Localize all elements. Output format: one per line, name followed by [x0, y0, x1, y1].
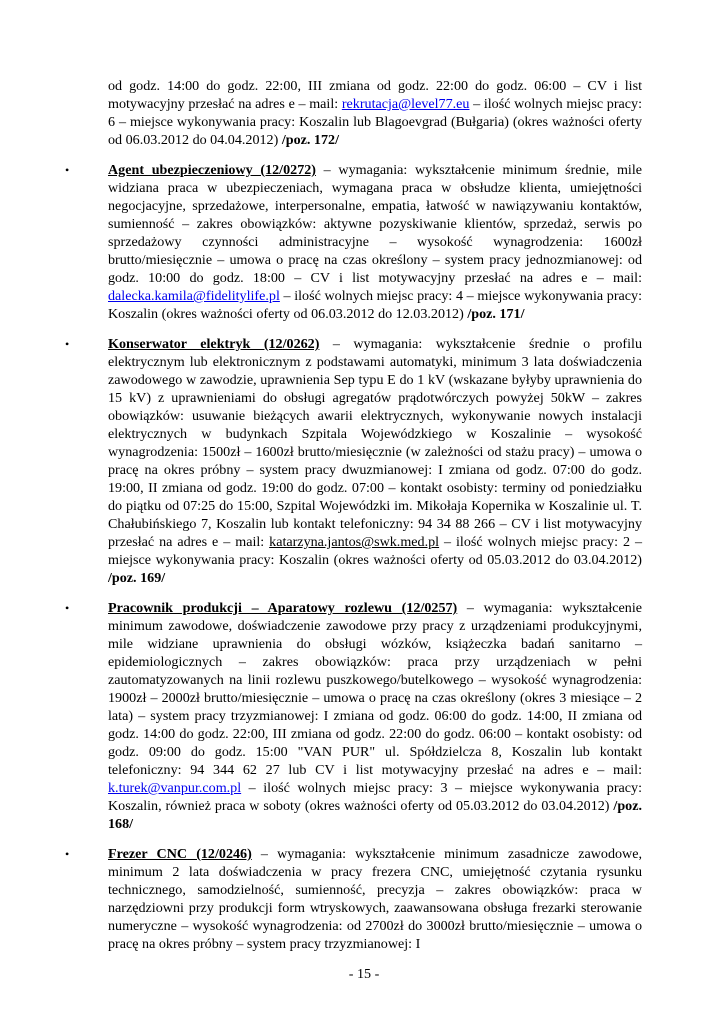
job-position-ref: /poz. 168/	[108, 798, 642, 832]
bullet-icon: •	[65, 847, 70, 861]
job-description: – wymagania: wykształcenie minimum średnie, mile widziana praca w ubezpieczeniach, wymagana praca w obsłudze klienta, umiejętności negocjacyjne, sprzedażowe, interpersonalne, empatia, łatwość w nawiązywaniu kontaktów, sumienność – zakres obowiązków: aktywne pozyskiwanie klientów, sprzedaż, serwis po sprzedażowy czynności administracyjne – wysokość wynagrodzenia: 1600zł brutto/miesięcznie – umowa o pracę na czas określony – system pracy jednozmianowej: od godz. 10:00 do godz. 18:00 – CV i list motywacyjny przesłać na adres e – mail:	[108, 162, 642, 286]
job-email-link[interactable]: dalecka.kamila@fidelitylife.pl	[108, 288, 280, 304]
job-offer-text	[108, 845, 642, 953]
job-description: – wymagania: wykształcenie minimum zawodowe, doświadczenie zawodowe przy pracy z urządzeniami produkcyjnymi, mile widziane uprawnienia do obsługi wózków, książeczka badań sanitarno – epidemiologicznych – zakres obowiązków: praca przy urządzeniach w pełni zautomatyzowanych na linii rozlewu puszkowego/butelkowego – wysokość wynagrodzenia: 1900zł – 2000zł brutto/miesięcznie – umowa o pracę na czas określony (okres 3 miesiące – 2 lata) – system pracy trzyzmianowej: I zmiana od godz. 06:00 do godz. 14:00, II zmiana od godz. 14:00 do godz. 22:00, III zmiana od godz. 22:00 do godz. 06:00 – kontakt osobisty: od godz. 09:00 do godz. 15:00 "VAN PUR" ul. Spółdzielcza 8, Koszalin lub kontakt telefoniczny: 94 344 62 27 lub CV i list motywacyjny przesłać na adres e – mail:	[108, 600, 642, 778]
document-body	[65, 77, 642, 953]
job-details: – ilość wolnych miejsc pracy: 3 – miejsce wykonywania pracy: Koszalin, również praca w soboty (okres ważności oferty od 05.03.2012 do 03.04.2012)	[108, 780, 642, 814]
bullet-icon: •	[65, 601, 70, 615]
job-details: – ilość wolnych miejsc pracy: 4 – miejsce wykonywania pracy: Koszalin (okres ważności oferty od 06.03.2012 do 12.03.2012)	[108, 288, 642, 322]
intro-paragraph	[108, 77, 642, 149]
job-title: Frezer CNC (12/0246)	[108, 846, 252, 862]
job-offer-text	[108, 161, 642, 323]
job-offer-electrician	[65, 335, 642, 587]
intro-email-link[interactable]: rekrutacja@level77.eu	[341, 96, 470, 112]
bullet-icon: •	[65, 163, 70, 177]
intro-position-ref: /poz. 172/	[281, 132, 339, 148]
job-title: Pracownik produkcji – Aparatowy rozlewu (12/0257)	[108, 600, 458, 616]
job-position-ref: /poz. 171/	[467, 306, 525, 322]
job-title: Konserwator elektryk (12/0262)	[108, 336, 320, 352]
intro-text-1: od godz. 14:00 do godz. 22:00, III zmiana od godz. 22:00 do godz. 06:00 – CV i list motywacyjny przesłać na adres e – mail:	[108, 78, 642, 112]
job-offer-text	[108, 599, 642, 833]
bullet-icon: •	[65, 337, 70, 351]
job-offer-text	[108, 335, 642, 587]
job-description: – wymagania: wykształcenie średnie o profilu elektrycznym lub elektronicznym z podstawami automatyki, minimum 3 lata doświadczenia zawodowego w zawodzie, uprawnienia Sep typu E do 1 kV (wskazane byłyby uprawnienia do 15 kV) z uprawnieniami do obsługi agregatów prądotwórczych powyżej 50kW – zakres obowiązków: usuwanie bieżących awarii elektrycznych, wykonywanie nowych instalacji elektrycznych w budynkach Szpitala Wojewódzkiego w Koszalinie – wysokość wynagrodzenia: 1500zł – 1600zł brutto/miesięcznie (w zależności od stażu pracy) – umowa o pracę na okres próbny – system pracy dwuzmianowej: I zmiana od godz. 07:00 do godz. 19:00, II zmiana od godz. 19:00 do godz. 07:00 – kontakt osobisty: terminy od poniedziałku do piątku od 07:25 do 15:00, Szpital Wojewódzki im. Mikołaja Kopernika w Koszalinie ul. T. Chałubińskiego 7, Koszalin lub kontakt telefoniczny: 94 34 88 266 – CV i list motywacyjny przesłać na adres e – mail:	[108, 336, 642, 550]
job-details: – ilość wolnych miejsc pracy: 2 – miejsce wykonywania pracy: Koszalin (okres ważności oferty od 05.03.2012 do 03.04.2012)	[108, 534, 642, 568]
job-email-link[interactable]: katarzyna.jantos@swk.med.pl	[269, 534, 440, 550]
job-email-link[interactable]: k.turek@vanpur.com.pl	[108, 780, 242, 796]
intro-text-2: – ilość wolnych miejsc pracy: 6 – miejsce wykonywania pracy: Koszalin lub Blagoevgrad (Bułgaria) (okres ważności oferty od 06.03.2012 do 04.04.2012)	[108, 96, 642, 148]
job-offer-cnc	[65, 845, 642, 953]
job-description: – wymagania: wykształcenie minimum zasadnicze zawodowe, minimum 2 lata doświadczenia w pracy frezera CNC, umiejętność czytania rysunku technicznego, samodzielność, sumienność, precyzja – zakres obowiązków: praca w narzędziowni przy produkcji form wtryskowych, zaawansowana obsługa frezarki sterowanie numeryczne – wysokość wynagrodzenia: od 2700zł do 3000zł brutto/miesięcznie – umowa o pracę na okres próbny – system pracy trzyzmianowej: I	[108, 846, 642, 952]
job-title: Agent ubezpieczeniowy (12/0272)	[108, 162, 316, 178]
page-number: - 15 -	[348, 966, 380, 982]
job-offer-agent	[65, 161, 642, 323]
job-position-ref: /poz. 169/	[108, 570, 166, 586]
job-offer-production	[65, 599, 642, 833]
